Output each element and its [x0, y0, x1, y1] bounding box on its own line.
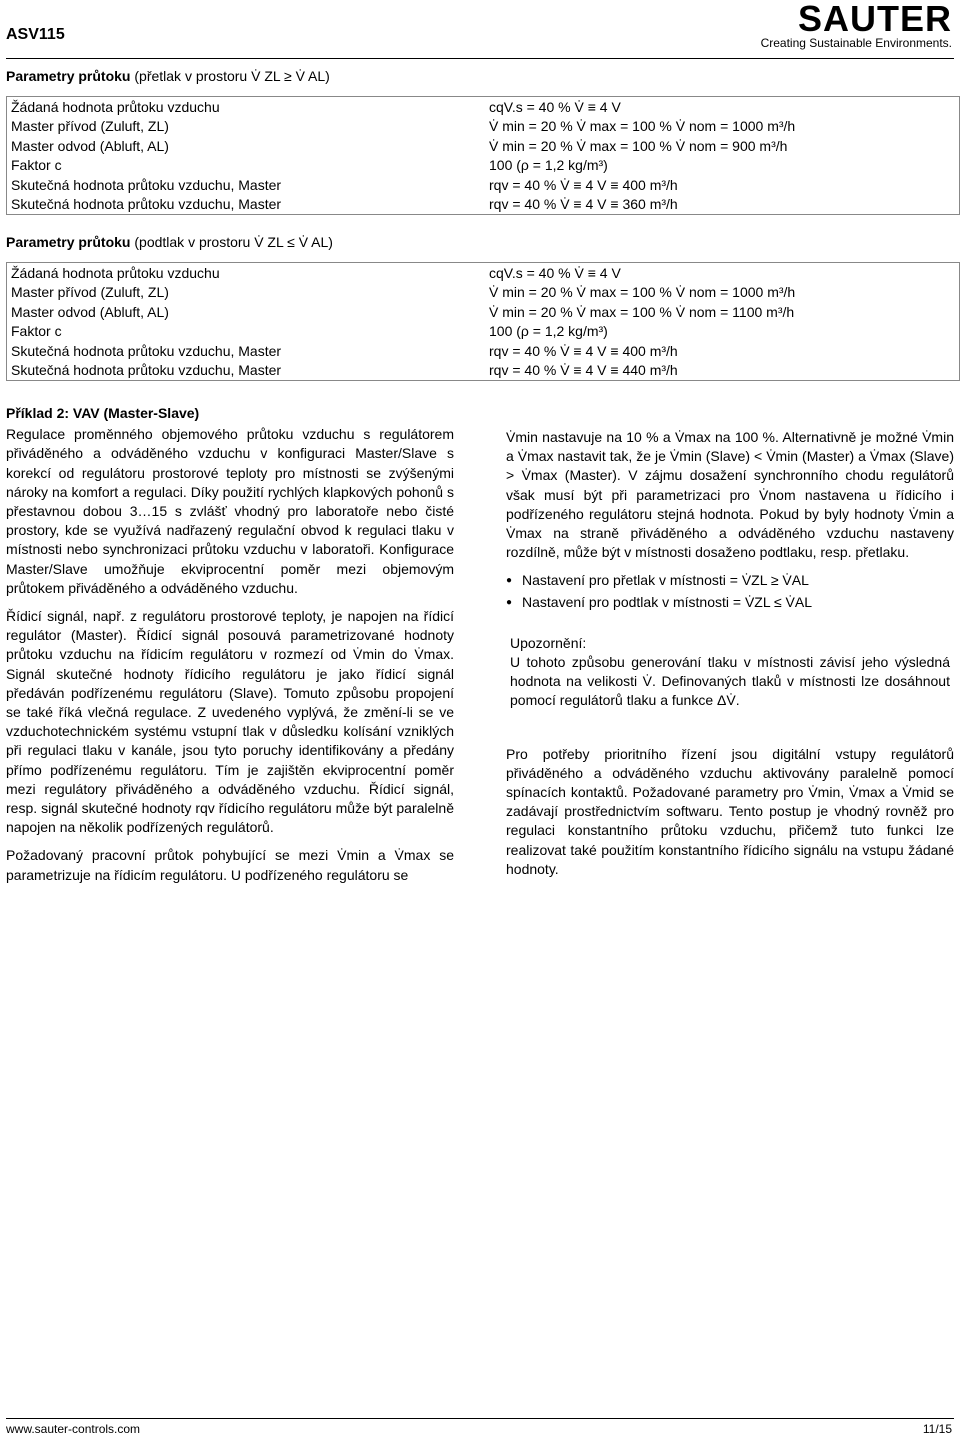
section2-row: [7, 322, 960, 342]
document-code: ASV115: [6, 26, 65, 43]
bullet-overpressure: ● Nastavení pro přetlak v místnosti = V̇ZL ≥ V̇AL: [506, 571, 954, 590]
section1-row: [7, 117, 960, 137]
section2-table: [6, 262, 960, 381]
section2-label: Žádaná hodnota průtoku vzduchu: [11, 264, 220, 281]
note-text: U tohoto způsobu generování tlaku v místnosti závisí jeho výsledná hodnota na velikosti V̇. Definovaných tlaků v místnosti lze dosáhnout pomocí regulátorů tlaku a funkce ΔV̇.: [510, 654, 950, 709]
section1-label: Žádaná hodnota průtoku vzduchu: [11, 98, 220, 115]
left-paragraph-1: Regulace proměnného objemového průtoku vzduchu s regulátorem přiváděného a odváděného vzduchu v konfiguraci Master/Slave s korekcí od regulátoru prostorové teploty pro místnosti se zvýšenými nároky na komfort a regulaci. Díky použití rychlých klapkových pohonů s přestavnou dobou 3…15 s zvlášť vhodný pro laboratoře nebo čisté prostory, kde se využívá nadřazený regulační obvod k regulaci tlaku v místnosti nebo synchronizaci průtoku vzduchu v laboratoři. Konfigurace Master/Slave umožňuje ekviprocentní poměr mezi objemovým průtokem přiváděného a odváděného vzduchu.: [6, 426, 454, 596]
section2-label: Skutečná hodnota průtoku vzduchu, Master: [11, 342, 282, 359]
sauter-logo: [752, 0, 952, 50]
footer-website[interactable]: www.sauter-controls.com: [6, 1422, 141, 1436]
note-title: Upozornění:: [510, 634, 587, 651]
section2-value: V̇ min = 20 % V̇ max = 100 % V̇ nom = 1100 m³/h: [489, 303, 795, 320]
section2-value: V̇ min = 20 % V̇ max = 100 % V̇ nom = 1000 m³/h: [489, 284, 796, 301]
section1-row: [7, 156, 960, 176]
section2-label: Master přívod (Zuluft, ZL): [11, 284, 169, 301]
footer-rule: [6, 1418, 954, 1419]
section1-heading: Parametry průtoku: [6, 68, 131, 84]
section1-label: Skutečná hodnota průtoku vzduchu, Master: [11, 176, 282, 193]
section1-row: [7, 175, 960, 195]
section1-table: [6, 96, 960, 215]
right-paragraph-1: V̇min nastavuje na 10 % a V̇max na 100 %. Alternativně je možné V̇min a V̇max nastavit tak, že je V̇min (Slave) < V̇min (Master) a V̇max (Slave) > V̇max (Master). V zájmu dosažení synchronního chodu regulátorů však musí být při parametrizaci pro V̇nom nastavena u řídicího i podřízeného regulátoru stejná hodnota. Pokud by byly hodnoty V̇min a V̇max na straně přiváděného a odváděného vzduchu nastaveny rozdílně, může být v místnosti dosaženo podtlaku, resp. přetlaku.: [506, 429, 954, 561]
section2-label: Faktor c: [11, 323, 62, 340]
example-heading: Příklad 2: VAV (Master-Slave): [6, 405, 200, 421]
section2-row: [7, 283, 960, 303]
section2-subtitle: (podtlak v prostoru V̇ ZL ≤ V̇ AL): [134, 234, 333, 250]
logo-word: SAUTER: [797, 0, 952, 39]
header-rule: [6, 58, 954, 59]
section2-row: [7, 341, 960, 361]
section2-label: Master odvod (Abluft, AL): [11, 303, 169, 320]
left-paragraph-3: Požadovaný pracovní průtok pohybující se mezi V̇min a V̇max se parametrizuje na řídicím regulátoru. U podřízeného regulátoru se: [6, 847, 454, 883]
section1-row: [7, 97, 960, 117]
section1-label: Faktor c: [11, 157, 62, 174]
section1-label: Master přívod (Zuluft, ZL): [11, 118, 169, 135]
note-box: [506, 634, 954, 711]
section2-title: [6, 234, 333, 250]
section1-value: V̇ min = 20 % V̇ max = 100 % V̇ nom = 900 m³/h: [489, 137, 788, 154]
section2-heading: Parametry průtoku: [6, 234, 131, 250]
section2-row: [7, 263, 960, 283]
left-paragraph-2: Řídicí signál, např. z regulátoru prostorové teploty, je napojen na řídicí regulátor (Master). Řídicí signál posouvá parametrizované hodnoty průtoku vzduchu na řídicím regulátoru v rozmezí od V̇min do V̇max. Signál skutečné hodnoty řídicího regulátoru je jako řídicí signál předáván podřízenému regulátoru (Slave). Tomuto způsobu propojení se také říká vlečná regulace. Z uvedeného vyplývá, že změní-li se ve vzduchotechnickém systému vstupní tlak v důsledku kolísání vzniklých při regulaci tlaku v kanále, jsou tyto poruchy identifikovány a předány přímo podřízenému regulátoru. Tím je zajištěn ekviprocentní poměr mezi regulátory přiváděného a odváděného vzduchu. Řídicí signál, resp. signál skutečné hodnoty rqv řídicího regulátoru může být paralelně napojen na několik podřízených regulátorů.: [6, 608, 454, 836]
section1-label: Skutečná hodnota průtoku vzduchu, Master: [11, 196, 282, 213]
section2-value: rqv = 40 % V̇ ≡ 4 V ≡ 400 m³/h: [489, 342, 678, 359]
section1-row: [7, 136, 960, 156]
section1-value: rqv = 40 % V̇ ≡ 4 V ≡ 360 m³/h: [489, 196, 678, 213]
section2-value: rqv = 40 % V̇ ≡ 4 V ≡ 440 m³/h: [489, 362, 678, 379]
section1-value: cqV.s = 40 % V̇ ≡ 4 V: [489, 98, 621, 115]
section2-value: 100 (ρ = 1,2 kg/m³): [489, 323, 608, 340]
right-paragraph-last: Pro potřeby prioritního řízení jsou digitální vstupy regulátorů přiváděného a odváděného vzduchu aktivovány paralelně pomocí spínacích kontaktů. Požadované parametry pro V̇min, V̇max a V̇mid se zadávají prostřednictvím softwaru. Tento postup je vhodný rovněž pro regulaci konstantního průtoku vzduchu, přičemž tuto funkci lze realizovat také použitím konstantního řídicího signálu na vstupu žádané hodnoty.: [506, 745, 954, 877]
example-right-column: [506, 428, 954, 888]
example-left-column: [6, 404, 454, 894]
section2-row: [7, 361, 960, 381]
section1-title: [6, 68, 330, 84]
section2-value: cqV.s = 40 % V̇ ≡ 4 V: [489, 264, 621, 281]
section1-row: [7, 195, 960, 215]
logo-tagline: Creating Sustainable Environments.: [760, 36, 952, 50]
section1-value: V̇ min = 20 % V̇ max = 100 % V̇ nom = 1000 m³/h: [489, 118, 796, 135]
section1-value: rqv = 40 % V̇ ≡ 4 V ≡ 400 m³/h: [489, 176, 678, 193]
bullet-underpressure: ● Nastavení pro podtlak v místnosti = V̇ZL ≤ V̇AL: [506, 593, 954, 612]
section2-label: Skutečná hodnota průtoku vzduchu, Master: [11, 362, 282, 379]
section1-value: 100 (ρ = 1,2 kg/m³): [489, 157, 608, 174]
footer-page-number: 11/15: [922, 1422, 952, 1436]
section1-label: Master odvod (Abluft, AL): [11, 137, 169, 154]
section1-subtitle: (přetlak v prostoru V̇ ZL ≥ V̇ AL): [134, 68, 330, 84]
settings-list: [506, 571, 954, 611]
section2-row: [7, 302, 960, 322]
